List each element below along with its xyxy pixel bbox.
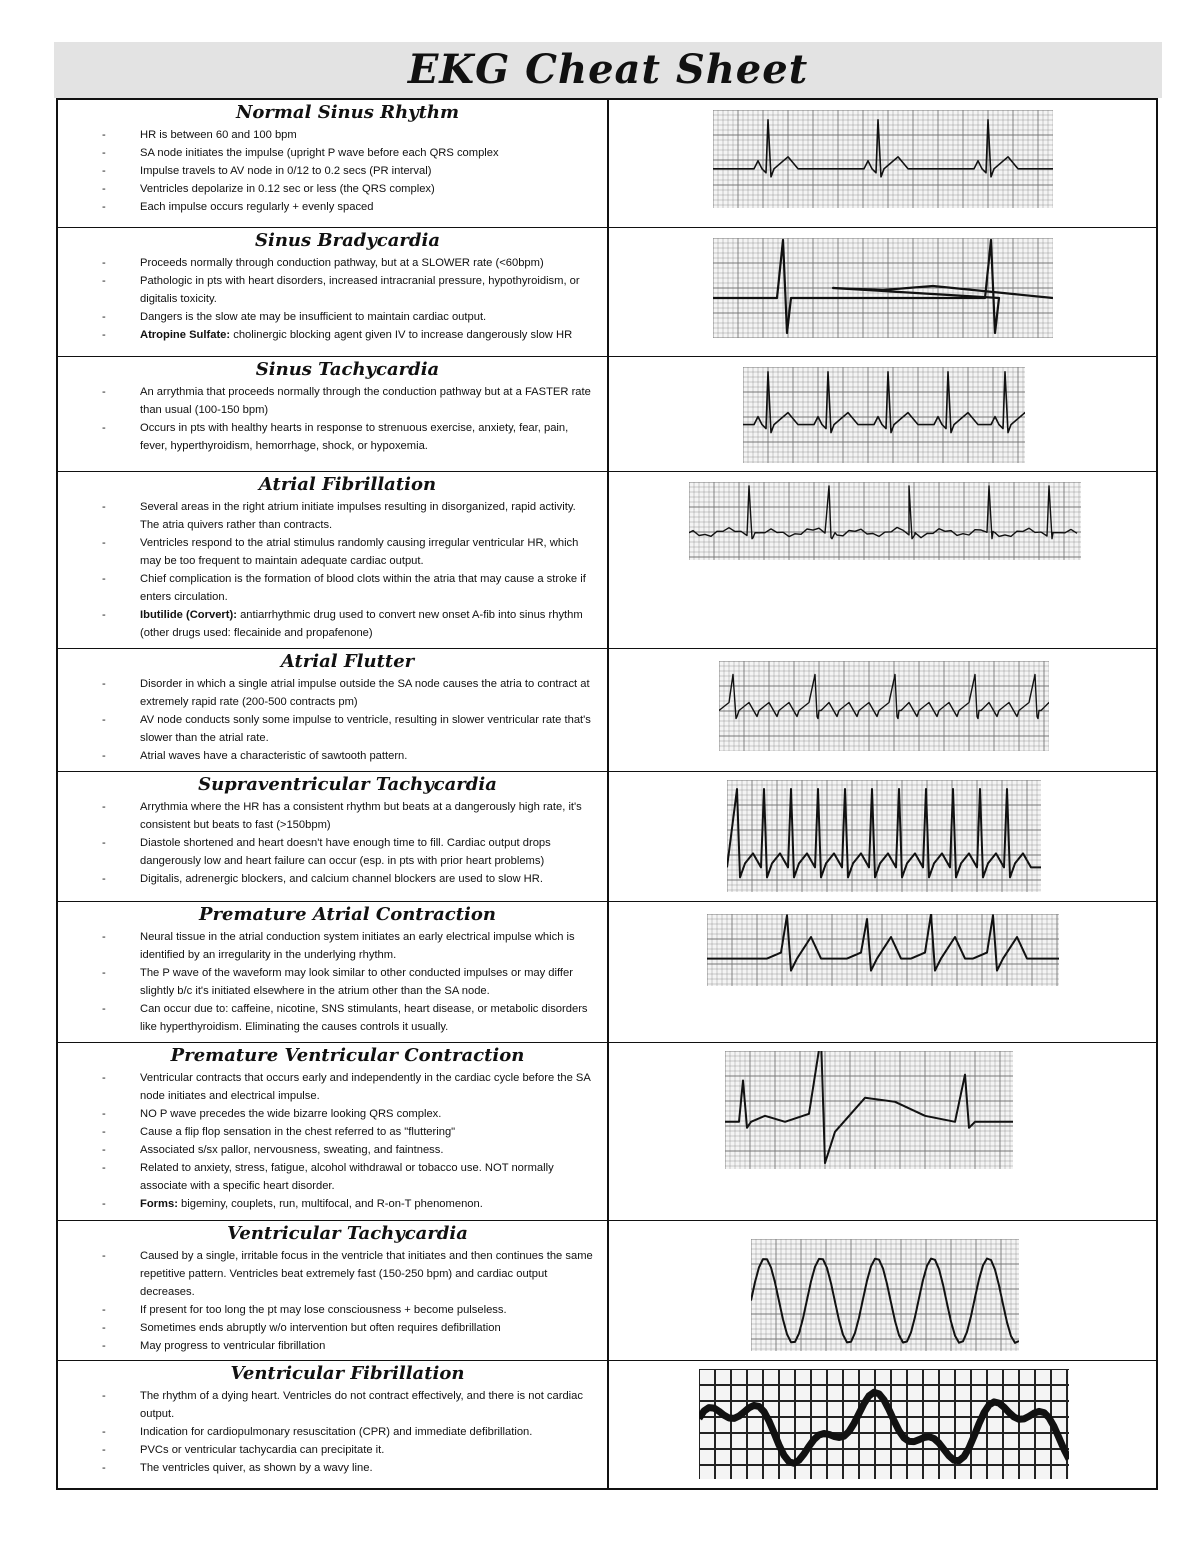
bullet-text: HR is between 60 and 100 bpm: [140, 129, 297, 141]
bullet-text: bigeminy, couplets, run, multifocal, and R-on-T phenomenon.: [177, 1198, 483, 1210]
section-image-cell: [609, 772, 1156, 901]
section-image-cell: [609, 472, 1156, 648]
section-image-cell: [609, 649, 1156, 771]
section-bullets: [98, 254, 597, 344]
section-bullets: [98, 928, 597, 1036]
ekg-grid-svg: [727, 780, 1041, 892]
normal-sinus-rhythm-strip: [713, 110, 1053, 208]
bullet-text: The ventricles quiver, as shown by a wavy line.: [140, 1462, 373, 1474]
section-image-cell: [609, 228, 1156, 356]
atrial-fibrillation-strip: [689, 482, 1081, 560]
bullet-text: Associated s/sx pallor, nervousness, sweating, and faintness.: [140, 1144, 444, 1156]
bullet-item: [98, 198, 597, 216]
section-title: Sinus Tachycardia: [255, 359, 440, 380]
ekg-grid-svg: [719, 661, 1049, 751]
ekg-grid-svg: [699, 1369, 1069, 1479]
bullet-item: [98, 928, 597, 964]
bullet-item: [98, 834, 597, 870]
bullet-text: Ventricles respond to the atrial stimulus randomly causing irregular ventricular HR, which may be too frequent to maintain adequate cardiac output.: [140, 537, 579, 567]
section-row: [58, 1042, 1156, 1220]
section-row: [58, 471, 1156, 648]
bullet-item: [98, 1423, 597, 1441]
bullet-item: [98, 1247, 597, 1301]
bullet-text: Related to anxiety, stress, fatigue, alcohol withdrawal or tobacco use. NOT normally associate with a specific heart disorder.: [140, 1162, 554, 1192]
bullet-text: The P wave of the waveform may look similar to other conducted impulses or may differ slightly b/c it's initiated elsewhere in the atrium other than the SA node.: [140, 967, 573, 997]
ekg-grid-svg: [713, 238, 1053, 338]
bullet-item: [98, 180, 597, 198]
bullet-text: Dangers is the slow ate may be insufficient to maintain cardiac output.: [140, 311, 487, 323]
section-image-cell: [609, 902, 1156, 1042]
bullet-item: [98, 747, 597, 765]
bullet-text: If present for too long the pt may lose consciousness + become pulseless.: [140, 1304, 507, 1316]
section-text-cell: [58, 472, 609, 648]
section-image-cell: [609, 100, 1156, 227]
bullet-text: PVCs or ventricular tachycardia can precipitate it.: [140, 1444, 385, 1456]
vfib-strip: [699, 1369, 1069, 1479]
bullet-item: [98, 1105, 597, 1123]
bullet-item: [98, 1387, 597, 1423]
section-image-cell: [609, 357, 1156, 471]
bullet-text: cholinergic blocking agent given IV to increase dangerously slow HR: [230, 329, 573, 341]
section-image-cell: [609, 1043, 1156, 1220]
vtach-strip: [751, 1239, 1019, 1351]
section-text-cell: [58, 1361, 609, 1488]
section-bullets: [98, 675, 597, 765]
bullet-text: Indication for cardiopulmonary resuscitation (CPR) and immediate defibrillation.: [140, 1426, 533, 1438]
section-image-cell: [609, 1361, 1156, 1488]
bullet-item: [98, 870, 597, 888]
title-bar: [54, 42, 1162, 98]
bullet-item: [98, 1069, 597, 1105]
pac-strip: [707, 914, 1059, 986]
bullet-text: Caused by a single, irritable focus in the ventricle that initiates and then continues the same repetitive pattern. Ventricles beat extremely fast (150-250 bpm) and cardiac output decreases.: [140, 1250, 593, 1298]
sinus-tachycardia-strip: [743, 367, 1025, 463]
bullet-text: Several areas in the right atrium initiate impulses resulting in disorganized, rapid activity. The atria quivers rather than contracts.: [140, 501, 576, 531]
bullet-text: Ventricles depolarize in 0.12 sec or less (the QRS complex): [140, 183, 435, 195]
bullet-text: The rhythm of a dying heart. Ventricles do not contract effectively, and there is not cardiac output.: [140, 1390, 583, 1420]
bullet-text: Occurs in pts with healthy hearts in response to strenuous exercise, anxiety, fear, pain, fever, hyperthyroidism, hemorrhage, shock, or hypoxemia.: [140, 422, 569, 452]
bullet-text: AV node conducts sonly some impulse to ventricle, resulting in slower ventricular rate that's slower than the atrial rate.: [140, 714, 591, 744]
section-text-cell: [58, 772, 609, 901]
bullet-item: [98, 498, 597, 534]
section-bullets: [98, 1069, 597, 1213]
ekg-grid-svg: [689, 482, 1081, 560]
section-bullets: [98, 383, 597, 455]
bullet-item: [98, 798, 597, 834]
section-title: Supraventricular Tachycardia: [198, 774, 497, 795]
bullet-text: SA node initiates the impulse (upright P wave before each QRS complex: [140, 147, 499, 159]
bullet-text: Proceeds normally through conduction pathway, but at a SLOWER rate (<60bpm): [140, 257, 544, 269]
bullet-text: Disorder in which a single atrial impulse outside the SA node causes the atria to contract at extremely rapid rate (200-500 contracts pm): [140, 678, 590, 708]
bullet-item: [98, 1195, 597, 1213]
bullet-item: [98, 144, 597, 162]
section-text-cell: [58, 228, 609, 356]
section-bullets: [98, 126, 597, 216]
bullet-text: NO P wave precedes the wide bizarre looking QRS complex.: [140, 1108, 442, 1120]
section-row: [58, 356, 1156, 471]
section-row: [58, 1220, 1156, 1360]
ekg-grid-svg: [707, 914, 1059, 986]
section-title: Ventricular Tachycardia: [227, 1223, 468, 1244]
section-row: [58, 100, 1156, 227]
bullet-item: [98, 1301, 597, 1319]
bullet-text: Pathologic in pts with heart disorders, increased intracranial pressure, hypothyroidism, or digitalis toxicity.: [140, 275, 580, 305]
bullet-item: [98, 964, 597, 1000]
bullet-text: Each impulse occurs regularly + evenly spaced: [140, 201, 374, 213]
bullet-item: [98, 606, 597, 642]
section-bullets: [98, 1247, 597, 1355]
page-title: EKG Cheat Sheet: [407, 46, 809, 93]
bullet-item: [98, 162, 597, 180]
bullet-text: Ventricular contracts that occurs early and independently in the cardiac cycle before the SA node initiates and electrical impulse.: [140, 1072, 591, 1102]
section-title: Normal Sinus Rhythm: [235, 102, 460, 123]
bullet-text: An arrythmia that proceeds normally through the conduction pathway but at a FASTER rate than usual (100-150 bpm): [140, 386, 591, 416]
section-bullets: [98, 1387, 597, 1477]
bullet-item: [98, 126, 597, 144]
section-title: Sinus Bradycardia: [254, 230, 440, 251]
section-bullets: [98, 798, 597, 888]
bullet-text: Neural tissue in the atrial conduction system initiates an early electrical impulse which is identified by an irregularity in the underlying rhythm.: [140, 931, 575, 961]
section-title: Atrial Flutter: [280, 651, 415, 672]
section-text-cell: [58, 357, 609, 471]
section-text-cell: [58, 649, 609, 771]
bullet-item: [98, 1319, 597, 1337]
atrial-flutter-strip: [719, 661, 1049, 751]
ekg-grid-svg: [713, 110, 1053, 208]
section-title: Premature Ventricular Contraction: [170, 1045, 525, 1066]
bullet-text: Sometimes ends abruptly w/o intervention but often requires defibrillation: [140, 1322, 501, 1334]
bullet-item: [98, 1459, 597, 1477]
ekg-grid-svg: [725, 1051, 1013, 1169]
bullet-item: [98, 1141, 597, 1159]
bullet-text: Impulse travels to AV node in 0/12 to 0.2 secs (PR interval): [140, 165, 432, 177]
bullet-text: Diastole shortened and heart doesn't have enough time to fill. Cardiac output drops dangerously low and heart failure can occur (esp. in pts with prior heart problems): [140, 837, 551, 867]
bullet-text: Atrial waves have a characteristic of sawtooth pattern.: [140, 750, 408, 762]
bullet-item: [98, 272, 597, 308]
bullet-text: May progress to ventricular fibrillation: [140, 1340, 326, 1352]
bullet-item: [98, 675, 597, 711]
ekg-grid-svg: [751, 1239, 1019, 1351]
section-row: [58, 1360, 1156, 1488]
bullet-item: [98, 326, 597, 344]
bullet-term: Atropine Sulfate:: [140, 329, 231, 341]
bullet-item: [98, 1441, 597, 1459]
bullet-item: [98, 1337, 597, 1355]
section-row: [58, 771, 1156, 901]
bullet-text: Chief complication is the formation of blood clots within the atria that may cause a stroke if enters circulation.: [140, 573, 586, 603]
section-title: Atrial Fibrillation: [258, 474, 437, 495]
bullet-term: Forms:: [140, 1198, 178, 1210]
bullet-text: Can occur due to: caffeine, nicotine, SNS stimulants, heart disease, or metabolic disorders like hyperthyroidism. Eliminating the causes controls it usually.: [140, 1003, 588, 1033]
bullet-text: Digitalis, adrenergic blockers, and calcium channel blockers are used to slow HR.: [140, 873, 543, 885]
section-row: [58, 227, 1156, 356]
ekg-grid-svg: [743, 367, 1025, 463]
section-row: [58, 648, 1156, 771]
section-text-cell: [58, 1221, 609, 1360]
bullet-text: Cause a flip flop sensation in the chest referred to as "fluttering": [140, 1126, 456, 1138]
bullet-item: [98, 534, 597, 570]
bullet-term: Ibutilide (Corvert):: [140, 609, 237, 621]
svt-strip: [727, 780, 1041, 892]
bullet-item: [98, 419, 597, 455]
section-row: [58, 901, 1156, 1042]
bullet-item: [98, 254, 597, 272]
section-title: Premature Atrial Contraction: [199, 904, 496, 925]
section-text-cell: [58, 100, 609, 227]
bullet-text: Arrythmia where the HR has a consistent rhythm but beats at a dangerously high rate, it's consistent but beats to fast (>150bpm): [140, 801, 582, 831]
sinus-bradycardia-strip: [713, 238, 1053, 338]
section-bullets: [98, 498, 597, 642]
section-title: Ventricular Fibrillation: [230, 1363, 465, 1384]
section-text-cell: [58, 1043, 609, 1220]
pvc-strip: [725, 1051, 1013, 1169]
bullet-item: [98, 1159, 597, 1195]
bullet-item: [98, 308, 597, 326]
section-text-cell: [58, 902, 609, 1042]
cheat-sheet-table: [56, 98, 1158, 1490]
section-image-cell: [609, 1221, 1156, 1360]
bullet-item: [98, 570, 597, 606]
bullet-text: antiarrhythmic drug used to convert new onset A-fib into sinus rhythm (other drugs used: flecainide and propafenone): [140, 609, 583, 639]
bullet-item: [98, 711, 597, 747]
bullet-item: [98, 383, 597, 419]
bullet-item: [98, 1000, 597, 1036]
bullet-item: [98, 1123, 597, 1141]
